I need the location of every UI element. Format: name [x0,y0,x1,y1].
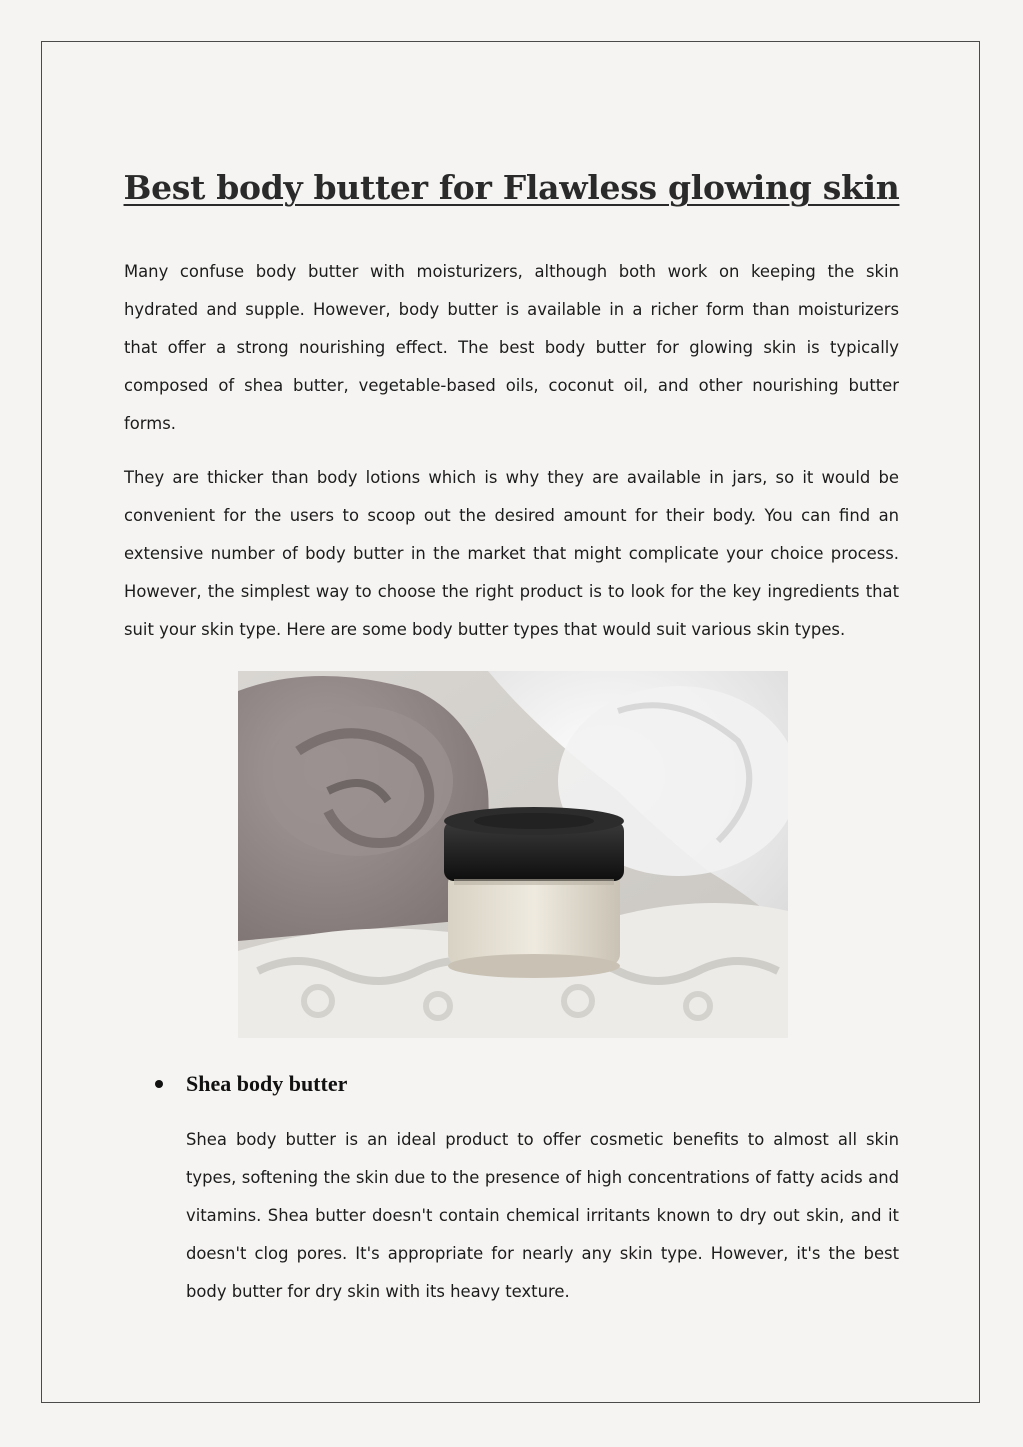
body-butter-jar-photo [238,671,788,1038]
section-paragraph: Shea body butter is an ideal product to offer cosmetic benefits to almost all skin types, softening the skin due to the presence of high concentrations of fatty acids and vitamins. Shea butter doesn't contain chemical irritants known to dry out skin, and it doesn't clog pores. It's appropriate for nearly any skin type. However, it's the best body butter for dry skin with its heavy texture. [186,1130,899,1301]
intro-paragraph: They are thicker than body lotions which is why they are available in jars, so it would be convenient for the users to scoop out the desired amount for their body. You can find an extensive number of body butter in the market that might complicate your choice process. However, the simplest way to choose the right product is to look for the key ingredients that suit your skin type. Here are some body butter types that would suit various skin types. [124,468,899,639]
section-heading: Shea body butter [186,1071,348,1096]
section-heading-row [155,1066,347,1102]
page-title: Best body butter for Flawless glowing skin [123,168,900,207]
bullet-icon [155,1080,163,1088]
intro-paragraph: Many confuse body butter with moisturizers, although both work on keeping the skin hydrated and supple. However, body butter is available in a richer form than moisturizers that offer a strong nourishing effect. The best body butter for glowing skin is typically composed of shea butter, vegetable-based oils, coconut oil, and other nourishing butter forms. [124,262,899,433]
